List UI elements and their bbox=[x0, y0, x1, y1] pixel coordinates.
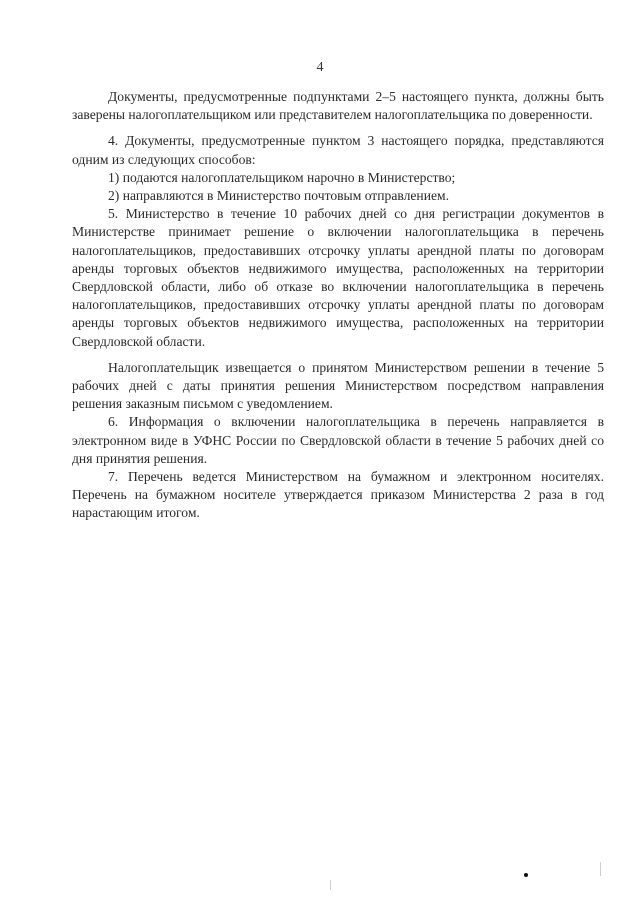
paragraph-item-4: 4. Документы, предусмотренные пунктом 3 настоящего порядка, представляются одним из следующих способов: bbox=[72, 133, 604, 167]
document-body bbox=[72, 88, 604, 523]
scan-speck bbox=[600, 862, 601, 876]
paragraph-notification: Налогоплательщик извещается о принятом Министерством решении в течение 5 рабочих дней с даты принятия решения Министерством посредством направления решения заказным письмом с уведомлением. bbox=[72, 359, 604, 412]
paragraph-subitem-2: 2) направляются в Министерство почтовым отправлением. bbox=[108, 188, 449, 204]
paragraph-item-5: 5. Министерство в течение 10 рабочих дней со дня регистрации документов в Министерстве принимает решение о включении налогоплательщика в перечень налогоплательщиков, предоставивших отсрочку уплаты арендной платы по договорам аренды торговых объектов недвижимого имущества, расположенных на территории Свердловской области, либо об отказе во включении налогоплательщика в перечень налогоплательщиков, предоставивших отсрочку уплаты арендной платы по договорам аренды торговых объектов недвижимого имущества, расположенных на территории Свердловской области. bbox=[72, 206, 604, 349]
page-number: 4 bbox=[316, 60, 324, 75]
paragraph-item-7: 7. Перечень ведется Министерством на бумажном и электронном носителях. Перечень на бумажном носителе утверждается приказом Министерства 2 раза в год нарастающим итогом. bbox=[72, 469, 604, 521]
paragraph-documents-certification: Документы, предусмотренные подпунктами 2–5 настоящего пункта, должны быть заверены налогоплательщиком или представителем налогоплательщика по доверенности. bbox=[72, 89, 604, 123]
paragraph-subitem-1: 1) подаются налогоплательщиком нарочно в Министерство; bbox=[108, 169, 456, 185]
scan-mark-dot bbox=[524, 873, 528, 877]
paragraph-item-6: 6. Информация о включении налогоплательщика в перечень направляется в электронном виде в УФНС России по Свердловской области в течение 5 рабочих дней со дня принятия решения. bbox=[72, 414, 604, 466]
scan-speck bbox=[330, 880, 331, 890]
